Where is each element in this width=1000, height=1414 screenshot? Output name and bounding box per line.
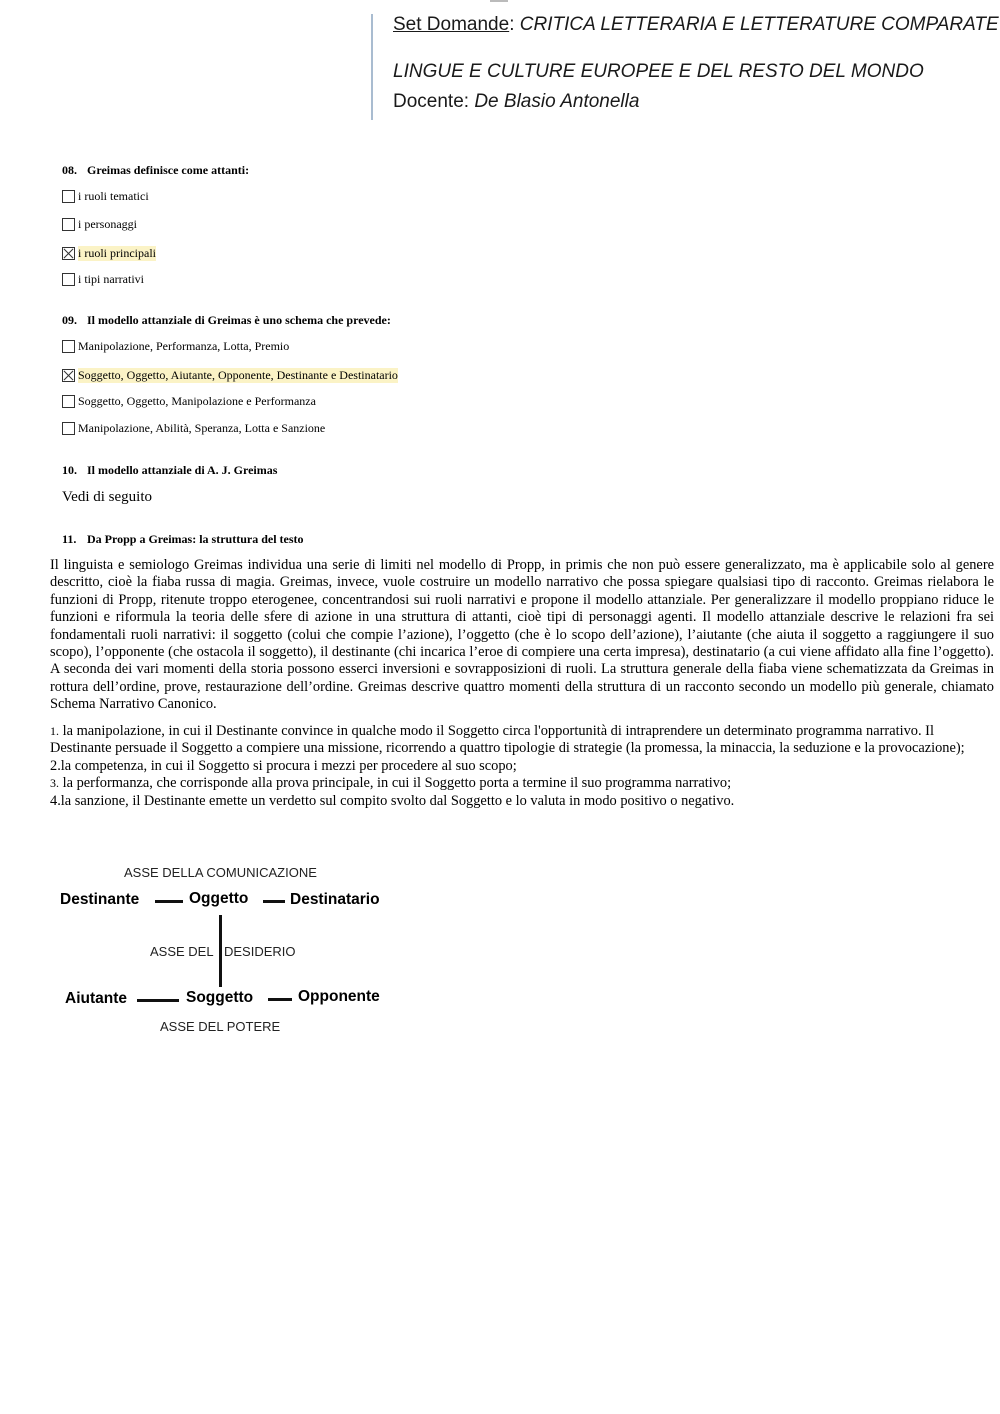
axis-desire-label-left: ASSE DEL (150, 944, 214, 959)
list-text: la sanzione, il Destinante emette un verdetto sul compito svolto dal Soggetto e lo valuta in modo positivo o negativo. (60, 792, 735, 809)
list-item (50, 775, 990, 792)
actant-aiutante: Aiutante (65, 990, 127, 1007)
option-label: Soggetto, Oggetto, Aiutante, Opponente, Destinante e Destinatario (78, 367, 398, 382)
connector-dash (263, 900, 285, 903)
option-label: i personaggi (78, 216, 137, 231)
question-text: Da Propp a Greimas: la struttura del testo (87, 532, 304, 546)
q08-option-4[interactable] (62, 271, 144, 287)
set-colon: : (509, 14, 515, 35)
list-item (50, 723, 990, 758)
axis-power-label: ASSE DEL POTERE (160, 1019, 281, 1034)
checkbox[interactable] (62, 218, 75, 231)
question-number: 08. (62, 163, 77, 177)
q08-option-3[interactable] (62, 245, 156, 261)
set-domande-line (393, 14, 999, 36)
page-top-mark (490, 0, 508, 2)
question-10-answer: Vedi di seguito (62, 489, 152, 505)
option-label: i ruoli principali (78, 245, 156, 260)
docente-line (393, 91, 639, 113)
list-number: 4. (50, 792, 61, 809)
checkbox[interactable] (62, 340, 75, 353)
course-subtitle (393, 61, 924, 83)
list-item (50, 793, 990, 810)
actant-opponente: Opponente (298, 988, 380, 1005)
list-text: la performanza, che corrisponde alla prova principale, in cui il Soggetto porta a termine il suo programma narrativo; (59, 775, 732, 792)
list-number: 3. (50, 776, 59, 791)
set-label: Set Domande (393, 14, 510, 35)
docente-name: De Blasio Antonella (474, 91, 640, 112)
q08-option-2[interactable] (62, 216, 137, 232)
docente-label: Docente: (393, 91, 470, 112)
question-text: Greimas definisce come attanti: (87, 163, 250, 177)
connector-dash (137, 999, 179, 1002)
question-10-title (62, 463, 277, 478)
checkbox-checked[interactable] (62, 369, 75, 382)
question-11-title (62, 532, 304, 547)
subtitle-text: LINGUE E CULTURE EUROPEE E DEL RESTO DEL MONDO (393, 61, 924, 82)
checkbox[interactable] (62, 273, 75, 286)
list-text: la competenza, in cui il Soggetto si procura i mezzi per procedere al suo scopo; (60, 757, 517, 774)
q09-option-3[interactable] (62, 393, 316, 409)
q09-option-1[interactable] (62, 338, 289, 354)
option-label: Manipolazione, Performanza, Lotta, Premio (78, 338, 290, 353)
actant-oggetto: Oggetto (189, 890, 249, 907)
option-label: Soggetto, Oggetto, Manipolazione e Performanza (78, 393, 316, 408)
question-text: Il modello attanziale di Greimas è uno schema che prevede: (87, 313, 391, 327)
course-title: CRITICA LETTERARIA E LETTERATURE COMPARATE (519, 14, 999, 35)
option-label: i tipi narrativi (78, 271, 144, 286)
option-label: i ruoli tematici (78, 188, 149, 203)
question-number: 09. (62, 313, 77, 327)
actant-soggetto: Soggetto (186, 989, 254, 1006)
actant-destinante: Destinante (60, 891, 140, 908)
list-number: 1. (50, 724, 59, 738)
checkbox-checked[interactable] (62, 247, 75, 260)
checkbox[interactable] (62, 395, 75, 408)
question-number: 11. (62, 532, 77, 546)
q09-option-4[interactable] (62, 420, 325, 436)
list-item (50, 758, 990, 775)
question-11-answer: Il linguista e semiologo Greimas individua una serie di limiti nel modello di Propp, in primis che non può essere generalizzato, ma è applicabile solo al genere descritto, cioè la fiaba russa di magia. Greimas, invece, vuole costruire un modello narrativo che possa spiegare qualsiasi tipo di racconto. Greimas rielabora le funzioni di Propp, ritenute troppo eterogenee, concentrandosi sui ruoli narrativi e propone il modello attanziale. Per generalizzare il modello proppiano riduce le funzioni e riformula la teoria delle sfere di azione in una struttura di attanti, cioè tipi di personaggi agenti. Il modello attanziale descrive le relazioni fra sei fondamentali ruoli narrativi: il soggetto (colui che compie l’azione), l’oggetto (che è lo scopo dell’azione), l’aiutante (che aiuta il soggetto a raggiungere il suo scopo), l’opponente (che ostacola il soggetto), il destinante (chi incarica l’eroe di compiere una certa impresa), destinatario (a cui viene affidato alla fine l’oggetto). A seconda dei vari momenti della storia possono esserci inversioni e sovrapposizioni di ruoli. La struttura generale della fiaba viene schematizzata da Greimas in rottura dell’ordine, prove, restaurazione dell’ordine. Greimas descrive quattro momenti della struttura di un racconto secondo un modello più generale, chiamato Schema Narrativo Canonico. (50, 557, 994, 713)
question-number: 10. (62, 463, 77, 477)
axis-desire-label-right: DESIDERIO (224, 944, 296, 959)
question-08-title (62, 163, 249, 178)
question-09-title (62, 313, 391, 328)
axis-communication-label: ASSE DELLA COMUNICAZIONE (124, 865, 317, 880)
question-text: Il modello attanziale di A. J. Greimas (87, 463, 278, 477)
connector-dash (155, 900, 183, 903)
option-label: Manipolazione, Abilità, Speranza, Lotta e Sanzione (78, 420, 326, 435)
checkbox[interactable] (62, 422, 75, 435)
header-divider (371, 14, 373, 120)
axis-desire-line (219, 915, 222, 987)
q08-option-1[interactable] (62, 188, 149, 204)
checkbox[interactable] (62, 190, 75, 203)
list-number: 2. (50, 757, 61, 774)
actant-destinatario: Destinatario (290, 891, 380, 908)
list-text: la manipolazione, in cui il Destinante convince in qualche modo il Soggetto circa l'opportunità di intraprendere un determinato programma narrativo. Il Destinante persuade il Soggetto a compiere una missione, ricorrendo a quattro tipologie di strategie (la promessa, la minaccia, la seduzione e la provocazione); (50, 723, 965, 757)
narrative-schema-list (50, 723, 990, 810)
q09-option-2[interactable] (62, 367, 398, 383)
connector-dash (268, 998, 292, 1001)
